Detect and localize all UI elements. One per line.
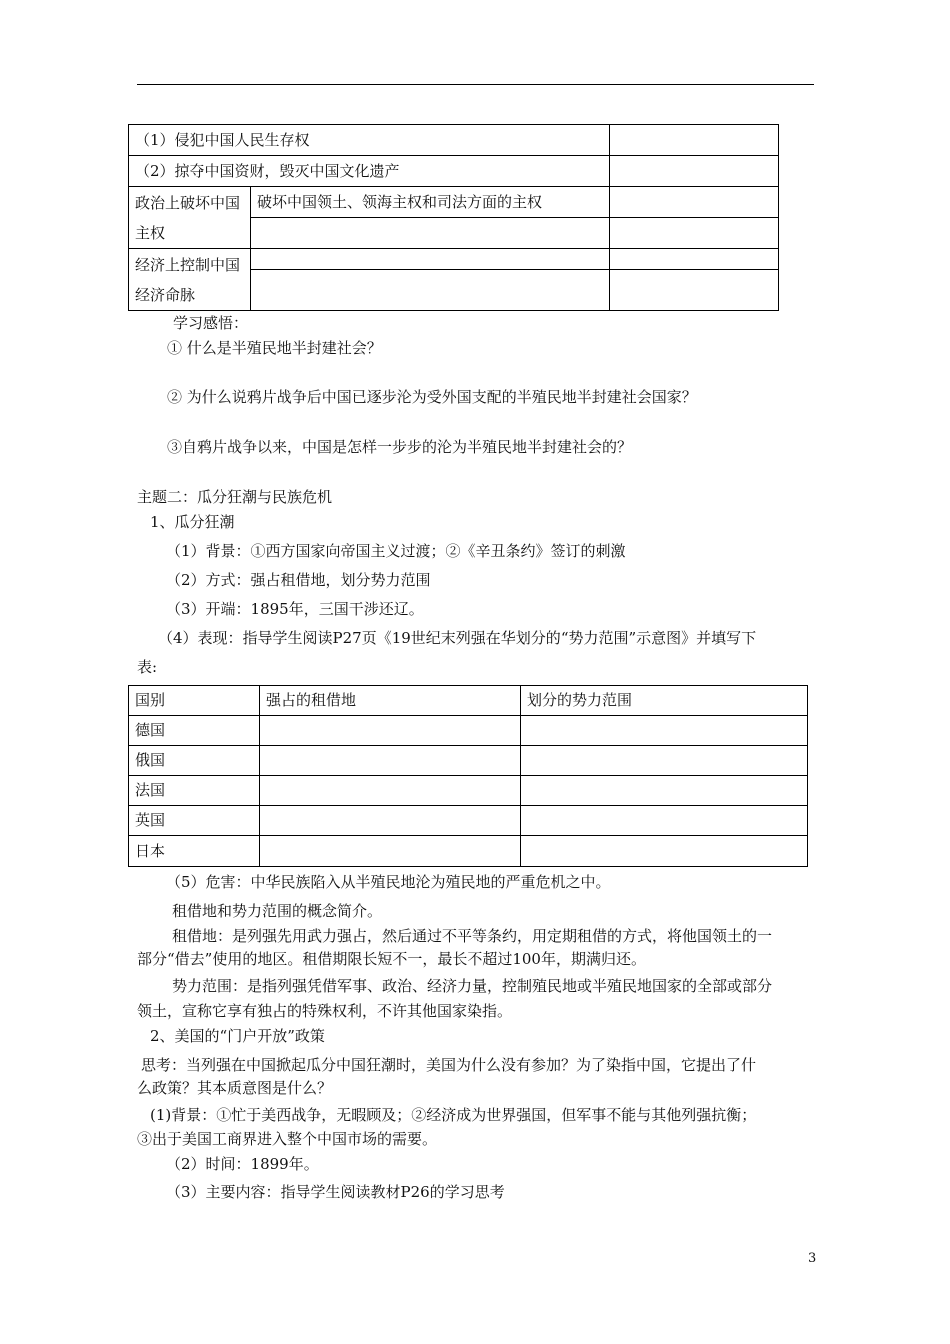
- blank-cell: [260, 836, 521, 867]
- country-cell: 法国: [129, 776, 260, 806]
- lease-definition-line-2: 部分“借去”使用的地区。租借期限长短不一，最长不超过100年，期满归还。: [137, 950, 646, 968]
- harm-text: （5）危害：中华民族陷入从半殖民地沦为殖民地的严重危机之中。: [166, 873, 611, 891]
- blank-cell: [521, 716, 808, 746]
- political-item: 破坏中国领土、领海主权和司法方面的主权: [251, 187, 610, 218]
- blank-cell: [260, 716, 521, 746]
- economic-label: 经济上控制中国经济命脉: [129, 249, 251, 311]
- blank-cell: [260, 776, 521, 806]
- blank-cell: [260, 806, 521, 836]
- open-door-background-line-2: ③出于美国工商界进入整个中国市场的需要。: [137, 1130, 438, 1148]
- column-header: 划分的势力范围: [521, 686, 808, 716]
- country-cell: 俄国: [129, 746, 260, 776]
- table-row: [129, 746, 808, 776]
- blank-cell: [610, 125, 779, 156]
- open-door-title: 2、美国的“门户开放”政策: [150, 1027, 325, 1045]
- start-text: （3）开端：1895年，三国干涉还辽。: [166, 600, 424, 618]
- think-line-2: 么政策？其本质意图是什么？: [137, 1079, 333, 1097]
- blank-cell: [260, 746, 521, 776]
- blank-cell: [521, 836, 808, 867]
- blank-cell: [251, 270, 610, 311]
- theme2-title: 主题二：瓜分狂潮与民族危机: [137, 488, 333, 506]
- impact-row-1: （1）侵犯中国人民生存权: [129, 125, 610, 156]
- reflection-question-1: ① 什么是半殖民地半封建社会？: [167, 339, 382, 357]
- table-header-row: [129, 686, 808, 716]
- lease-definition-line-1: 租借地：是列强先用武力强占，然后通过不平等条约，用定期租借的方式，将他国领土的一: [172, 927, 773, 945]
- background-text: （1）背景：①西方国家向帝国主义过渡；②《辛丑条约》签订的刺激: [166, 542, 626, 560]
- open-door-background-line-1: (1)背景：①忙于美西战争，无暇顾及；②经济成为世界强国，但军事不能与其他列强抗衡；: [150, 1106, 757, 1124]
- table-row: [129, 156, 779, 187]
- table-row: [129, 187, 779, 218]
- section-1-title: 1、瓜分狂潮: [150, 513, 235, 531]
- blank-cell: [610, 156, 779, 187]
- reflection-question-2: ② 为什么说鸦片战争后中国已逐步沦为受外国支配的半殖民地半封建社会国家？: [167, 388, 697, 406]
- blank-cell: [521, 806, 808, 836]
- sphere-definition-line-1: 势力范围：是指列强凭借军事、政治、经济力量，控制殖民地或半殖民地国家的全部或部分: [172, 977, 773, 995]
- column-header: 强占的租借地: [260, 686, 521, 716]
- blank-cell: [251, 249, 610, 270]
- reflection-title: 学习感悟：: [173, 314, 249, 332]
- blank-cell: [610, 218, 779, 249]
- column-header: 国别: [129, 686, 260, 716]
- blank-cell: [521, 776, 808, 806]
- blank-cell: [521, 746, 808, 776]
- method-text: （2）方式：强占租借地，划分势力范围: [166, 571, 431, 589]
- blank-cell: [610, 270, 779, 311]
- table-row: [129, 249, 779, 270]
- country-cell: 英国: [129, 806, 260, 836]
- impact-table: [128, 124, 779, 311]
- country-cell: 德国: [129, 716, 260, 746]
- powers-table: [128, 685, 808, 867]
- think-line-1: 思考：当列强在中国掀起瓜分中国狂潮时，美国为什么没有参加？为了染指中国，它提出了什: [141, 1056, 757, 1074]
- table-row: [129, 716, 808, 746]
- blank-cell: [251, 218, 610, 249]
- open-door-time: （2）时间：1899年。: [166, 1155, 319, 1173]
- header-rule: [137, 84, 814, 85]
- manifestation-line-1: （4）表现：指导学生阅读P27页《19世纪末列强在华划分的“势力范围”示意图》并填写下: [158, 629, 757, 647]
- table-row: [129, 806, 808, 836]
- blank-cell: [610, 249, 779, 270]
- sphere-definition-line-2: 领土，宣称它享有独占的特殊权利，不许其他国家染指。: [137, 1002, 513, 1020]
- country-cell: 日本: [129, 836, 260, 867]
- table-row: [129, 125, 779, 156]
- table-row: [129, 836, 808, 867]
- political-label: 政治上破坏中国主权: [129, 187, 251, 249]
- blank-cell: [610, 187, 779, 218]
- page-number: 3: [808, 1251, 817, 1266]
- impact-row-2: （2）掠夺中国资财，毁灭中国文化遗产: [129, 156, 610, 187]
- concepts-title: 租借地和势力范围的概念简介。: [172, 902, 383, 920]
- manifestation-line-2: 表:: [137, 658, 158, 676]
- table-row: [129, 776, 808, 806]
- reflection-question-3: ③自鸦片战争以来，中国是怎样一步步的沦为半殖民地半封建社会的？: [167, 438, 633, 456]
- open-door-content: （3）主要内容：指导学生阅读教材P26的学习思考: [166, 1183, 505, 1201]
